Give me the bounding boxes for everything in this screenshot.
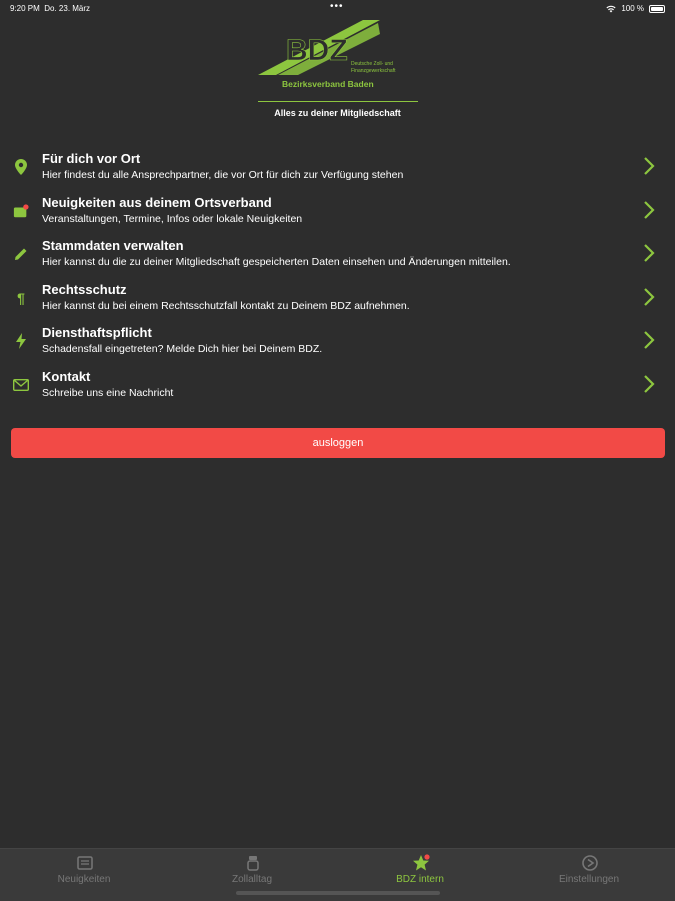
news-notification-icon — [13, 203, 29, 219]
multitask-dots[interactable]: ••• — [330, 1, 344, 12]
wifi-icon — [606, 5, 616, 13]
battery-icon — [649, 5, 665, 13]
menu-item-title: Kontakt — [42, 368, 91, 384]
tab-label: BDZ intern — [396, 874, 444, 885]
battery-percent: 100 % — [621, 4, 644, 13]
menu-item-rechtsschutz[interactable] — [0, 279, 675, 323]
menu-item-title: Für dich vor Ort — [42, 151, 141, 166]
chevron-right-icon — [643, 288, 655, 306]
chevron-right-icon — [643, 244, 655, 262]
tab-label: Zollalltag — [231, 874, 273, 885]
newspaper-icon — [76, 854, 94, 872]
chevron-right-icon — [643, 375, 655, 393]
tab-neuigkeiten[interactable] — [0, 849, 168, 901]
chevron-right-icon — [643, 201, 655, 219]
logo-line2: Finanzgewerkschaft — [351, 68, 396, 74]
customs-icon — [244, 854, 262, 872]
chevron-right-icon — [643, 157, 655, 175]
menu-item-subtitle: Schadensfall eingetreten? Melde Dich hier bei Deinem BDZ. — [42, 343, 323, 355]
home-indicator[interactable] — [236, 891, 440, 895]
chevron-right-icon — [643, 331, 655, 349]
menu-item-kontakt[interactable] — [0, 366, 675, 410]
menu-item-neuigkeiten-ortsverband[interactable] — [0, 192, 675, 236]
menu-item-stammdaten[interactable] — [0, 235, 675, 279]
menu-item-title: Diensthaftspflicht — [42, 325, 152, 340]
logo-line1: Deutsche Zoll- und — [351, 61, 393, 67]
status-time: 9:20 PM Do. 23. März — [10, 4, 91, 13]
settings-icon — [581, 854, 599, 872]
logo-divider — [258, 101, 418, 102]
envelope-icon — [13, 377, 29, 393]
menu-item-subtitle: Hier findest du alle Ansprechpartner, die vor Ort für dich zur Verfügung stehen — [42, 169, 404, 181]
logo-brand: BDZ — [286, 34, 348, 67]
menu-item-subtitle: Veranstaltungen, Termine, Infos oder lokale Neuigkeiten — [42, 212, 303, 225]
logo-region: Bezirksverband Baden — [282, 79, 374, 89]
status-bar — [0, 0, 675, 18]
menu-item-subtitle: Hier kannst du bei einem Rechtsschutzfall kontakt zu Deinem BDZ aufnehmen. — [42, 299, 410, 312]
menu-item-title: Stammdaten verwalten — [42, 238, 184, 253]
menu-item-subtitle: Schreibe uns eine Nachricht — [42, 386, 174, 399]
tab-einstellungen[interactable] — [505, 849, 673, 901]
logo-tagline: Alles zu deiner Mitgliedschaft — [274, 108, 401, 118]
bdz-logo — [258, 20, 423, 100]
location-pin-icon — [13, 159, 29, 175]
paragraph-icon: ¶ — [17, 289, 25, 306]
lightning-icon — [13, 333, 29, 349]
menu-item-subtitle: Hier kannst du die zu deiner Mitgliedschaft gespeicherten Daten einsehen und Änderungen mitteilen. — [42, 256, 511, 268]
tab-label: Einstellungen — [558, 874, 620, 885]
menu-item-diensthaftspflicht[interactable] — [0, 322, 675, 366]
pencil-icon — [13, 246, 29, 262]
logout-button[interactable]: ausloggen — [11, 428, 665, 458]
menu-list — [0, 148, 675, 409]
status-right — [606, 4, 665, 13]
menu-item-fuer-dich-vor-ort[interactable] — [0, 148, 675, 192]
star-icon — [412, 854, 430, 872]
tab-label: Neuigkeiten — [57, 874, 111, 885]
menu-item-title: Neuigkeiten aus deinem Ortsverband — [42, 194, 272, 210]
menu-item-title: Rechtsschutz — [42, 281, 127, 297]
header-logo — [0, 18, 675, 128]
